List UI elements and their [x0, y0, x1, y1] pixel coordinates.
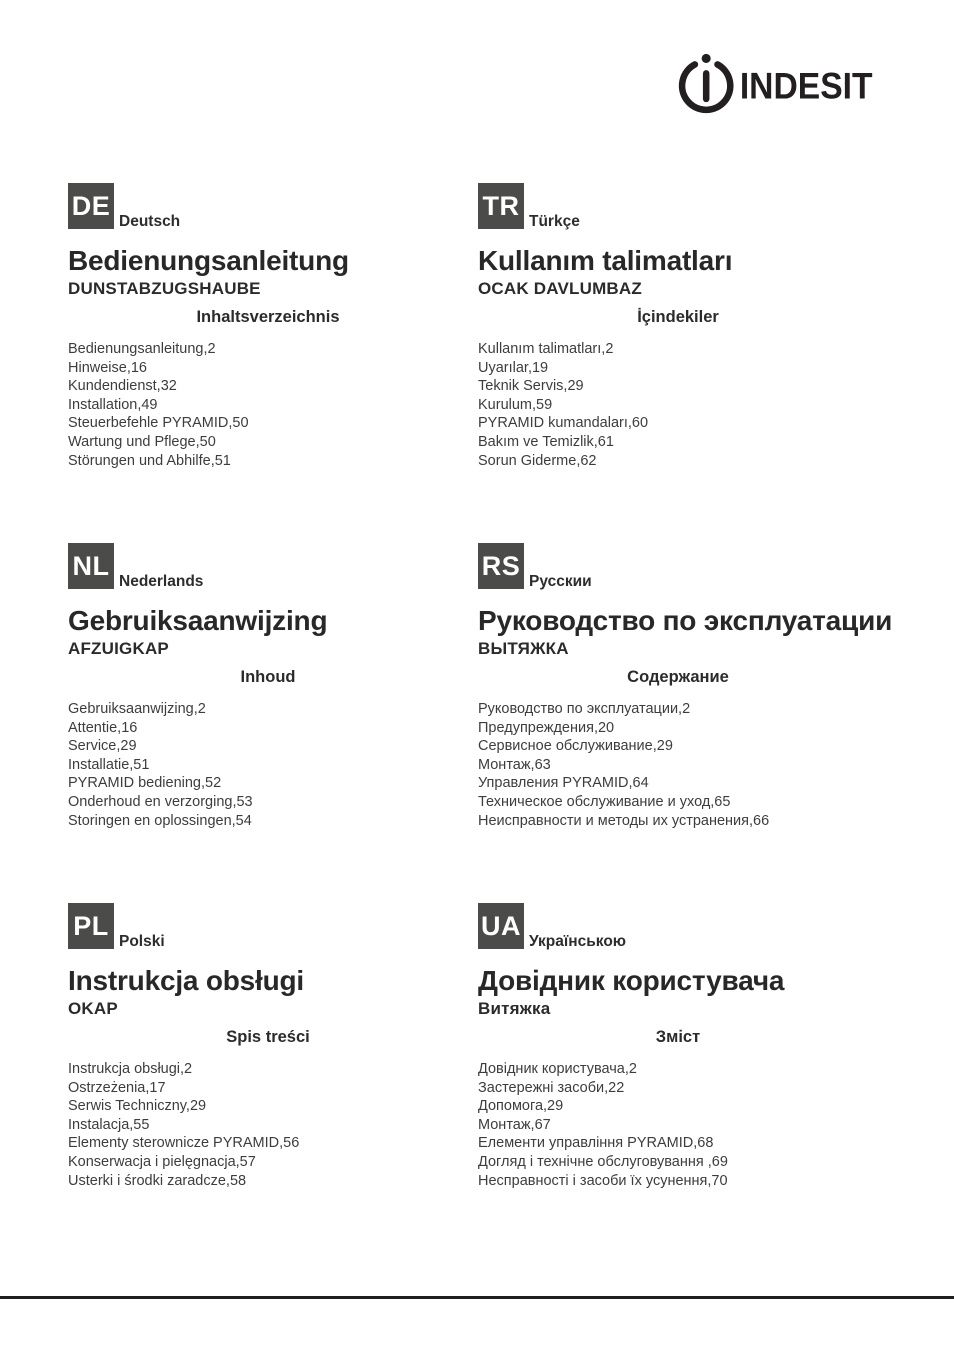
- toc-item: Монтаж,67: [478, 1116, 551, 1133]
- toc-item: Uyarılar,19: [478, 359, 549, 376]
- language-badge-tr: TR: [478, 183, 524, 229]
- language-label: Deutsch: [119, 213, 181, 230]
- toc-item: Konserwacja i pielęgnacja,57: [68, 1153, 256, 1170]
- language-badge-row: [68, 183, 478, 229]
- toc-item: Onderhoud en verzorging,53: [68, 793, 253, 810]
- toc-list: [478, 1060, 888, 1190]
- toc-item: Teknik Servis,29: [478, 378, 584, 395]
- toc-item: Hinweise,16: [68, 359, 147, 376]
- toc-list: [68, 340, 478, 470]
- indesit-logo: [678, 52, 878, 114]
- contents-heading: Inhaltsverzeichnis: [196, 308, 340, 326]
- product-type: OCAK DAVLUMBAZ: [478, 279, 642, 298]
- toc-list: [478, 700, 888, 830]
- toc-item: Kurulum,59: [478, 396, 553, 413]
- toc-item: Wartung und Pflege,50: [68, 433, 216, 450]
- language-badge-row: [68, 543, 478, 589]
- language-badge-nl: NL: [68, 543, 114, 589]
- manual-title: Руководство по эксплуатации: [478, 605, 893, 636]
- toc-item: Предупреждения,20: [478, 719, 615, 736]
- toc-item: Sorun Giderme,62: [478, 452, 597, 469]
- language-badge-de: DE: [68, 183, 114, 229]
- indesit-i-dot: [702, 54, 711, 63]
- language-label: Türkçe: [529, 213, 580, 230]
- language-badge-row: [68, 903, 478, 949]
- language-label: Nederlands: [119, 573, 204, 590]
- toc-item: Bakım ve Temizlik,61: [478, 433, 614, 450]
- contents-heading: Inhoud: [240, 668, 296, 686]
- toc-item: Installation,49: [68, 396, 158, 413]
- toc-item: Bedienungsanleitung,2: [68, 341, 216, 357]
- product-type: AFZUIGKAP: [68, 639, 169, 658]
- toc-item: PYRAMID bediening,52: [68, 775, 222, 792]
- section-tr: [478, 183, 888, 470]
- toc-item: Attentie,16: [68, 719, 138, 736]
- toc-item: Неисправности и методы их устранения,66: [478, 812, 770, 829]
- language-badge-ua: UA: [478, 903, 524, 949]
- toc-item: Storingen en oplossingen,54: [68, 812, 252, 829]
- indesit-i-circle-icon: [682, 64, 730, 109]
- language-label: Русскии: [529, 573, 592, 590]
- toc-item: Допомога,29: [478, 1098, 564, 1115]
- toc-item: Elementy sterownicze PYRAMID,56: [68, 1135, 300, 1152]
- product-type: OKAP: [68, 999, 118, 1018]
- contents-heading: Содержание: [627, 668, 729, 686]
- toc-item: Installatie,51: [68, 756, 150, 773]
- language-badge-pl: PL: [68, 903, 114, 949]
- toc-item: Довідник користувача,2: [478, 1061, 637, 1077]
- toc-item: Gebruiksaanwijzing,2: [68, 701, 206, 717]
- toc-item: Елементи управління PYRAMID,68: [478, 1135, 714, 1152]
- section-de: [68, 183, 478, 470]
- toc-item: Instalacja,55: [68, 1116, 150, 1133]
- language-badge-rs: RS: [478, 543, 524, 589]
- toc-item: Руководство по эксплуатации,2: [478, 701, 691, 717]
- product-type: Витяжка: [478, 999, 551, 1018]
- toc-item: PYRAMID kumandaları,60: [478, 415, 649, 432]
- toc-item: Störungen und Abhilfe,51: [68, 452, 231, 469]
- toc-item: Serwis Techniczny,29: [68, 1098, 207, 1115]
- toc-item: Kullanım talimatları,2: [478, 341, 614, 357]
- language-badge-row: [478, 903, 888, 949]
- manual-title: Gebruiksaanwijzing: [68, 605, 328, 636]
- language-badge-row: [478, 183, 888, 229]
- footer-rule: [0, 1296, 954, 1299]
- toc-item: Steuerbefehle PYRAMID,50: [68, 415, 249, 432]
- language-label: Polski: [119, 933, 165, 950]
- manual-title: Bedienungsanleitung: [68, 245, 349, 276]
- toc-item: Ostrzeżenia,17: [68, 1079, 166, 1096]
- contents-heading: Spis treści: [226, 1028, 310, 1046]
- toc-item: Usterki i środki zaradcze,58: [68, 1172, 247, 1189]
- manual-title: Instrukcja obsługi: [68, 965, 304, 996]
- toc-item: Застережні засоби,22: [478, 1079, 625, 1096]
- brand-name: INDESIT: [739, 64, 873, 107]
- toc-list: [478, 340, 888, 470]
- product-type: DUNSTABZUGSHAUBE: [68, 279, 261, 298]
- toc-item: Догляд і технічне обслуговування ,69: [478, 1153, 728, 1170]
- toc-item: Instrukcja obsługi,2: [68, 1061, 193, 1077]
- manual-title: Kullanım talimatları: [478, 245, 733, 276]
- toc-item: Service,29: [68, 738, 137, 755]
- toc-item: Kundendienst,32: [68, 378, 177, 395]
- section-rs: [478, 543, 893, 830]
- language-label: Українською: [529, 933, 627, 950]
- manual-title: Довідник користувача: [478, 965, 785, 996]
- section-ua: [478, 903, 888, 1190]
- toc-item: Управления PYRAMID,64: [478, 775, 649, 792]
- language-badge-row: [478, 543, 888, 589]
- contents-heading: İçindekiler: [637, 308, 719, 326]
- toc-list: [68, 1060, 478, 1190]
- section-nl: [68, 543, 478, 830]
- contents-heading: Зміст: [655, 1028, 701, 1046]
- toc-list: [68, 700, 478, 830]
- toc-item: Сервисное обслуживание,29: [478, 738, 673, 755]
- toc-item: Монтаж,63: [478, 756, 551, 773]
- toc-item: Техническое обслуживание и уход,65: [478, 793, 731, 810]
- section-pl: [68, 903, 478, 1190]
- toc-item: Несправності і засоби їх усунення,70: [478, 1172, 728, 1189]
- product-type: ВЫТЯЖКА: [478, 639, 569, 658]
